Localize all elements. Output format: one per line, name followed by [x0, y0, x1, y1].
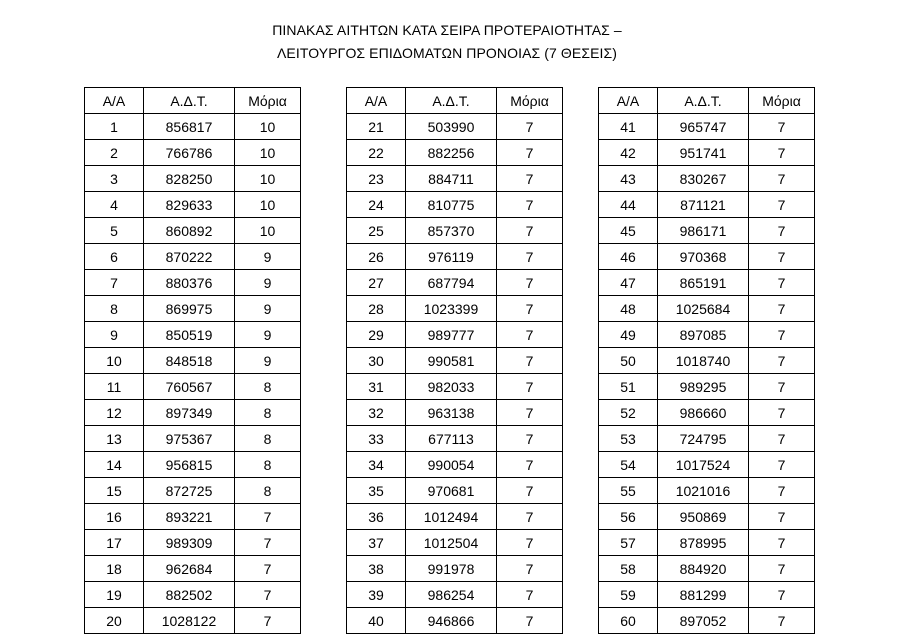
cell-moria: 7 — [497, 400, 563, 426]
table-row — [599, 140, 815, 166]
table-row — [599, 556, 815, 582]
cell-adt: 963138 — [406, 400, 497, 426]
cell-moria: 7 — [749, 374, 815, 400]
cell-aa: 24 — [347, 192, 406, 218]
cell-aa: 57 — [599, 530, 658, 556]
cell-aa: 19 — [85, 582, 144, 608]
cell-adt: 1018740 — [658, 348, 749, 374]
cell-moria: 7 — [497, 296, 563, 322]
cell-moria: 7 — [749, 478, 815, 504]
cell-adt: 946866 — [406, 608, 497, 634]
cell-moria: 7 — [497, 426, 563, 452]
cell-moria: 7 — [497, 218, 563, 244]
cell-aa: 28 — [347, 296, 406, 322]
cell-aa: 51 — [599, 374, 658, 400]
cell-moria: 7 — [235, 530, 301, 556]
table-row — [599, 166, 815, 192]
cell-adt: 856817 — [144, 114, 235, 140]
cell-moria: 7 — [497, 608, 563, 634]
cell-moria: 7 — [497, 504, 563, 530]
cell-aa: 16 — [85, 504, 144, 530]
cell-moria: 7 — [749, 166, 815, 192]
header-adt: Α.Δ.Τ. — [144, 88, 235, 114]
cell-moria: 7 — [749, 270, 815, 296]
cell-aa: 42 — [599, 140, 658, 166]
cell-moria: 9 — [235, 244, 301, 270]
header-moria: Μόρια — [749, 88, 815, 114]
cell-aa: 58 — [599, 556, 658, 582]
cell-adt: 1012494 — [406, 504, 497, 530]
cell-moria: 7 — [235, 556, 301, 582]
table-row — [599, 426, 815, 452]
cell-adt: 976119 — [406, 244, 497, 270]
table-row — [599, 322, 815, 348]
table-row — [85, 166, 301, 192]
cell-adt: 872725 — [144, 478, 235, 504]
cell-aa: 52 — [599, 400, 658, 426]
cell-adt: 951741 — [658, 140, 749, 166]
header-aa: Α/Α — [85, 88, 144, 114]
cell-aa: 15 — [85, 478, 144, 504]
cell-adt: 881299 — [658, 582, 749, 608]
table-row — [347, 140, 563, 166]
cell-moria: 7 — [749, 608, 815, 634]
cell-aa: 33 — [347, 426, 406, 452]
table-row — [347, 322, 563, 348]
cell-moria: 7 — [497, 244, 563, 270]
cell-aa: 31 — [347, 374, 406, 400]
cell-moria: 7 — [749, 504, 815, 530]
table-row — [85, 530, 301, 556]
header-adt: Α.Δ.Τ. — [406, 88, 497, 114]
cell-aa: 9 — [85, 322, 144, 348]
table-row — [85, 426, 301, 452]
cell-aa: 12 — [85, 400, 144, 426]
table-row — [599, 608, 815, 634]
cell-moria: 8 — [235, 452, 301, 478]
table-row — [347, 400, 563, 426]
table-row — [85, 114, 301, 140]
cell-moria: 7 — [497, 192, 563, 218]
cell-adt: 857370 — [406, 218, 497, 244]
table-row — [347, 530, 563, 556]
table-row — [599, 400, 815, 426]
table-row — [347, 556, 563, 582]
cell-adt: 766786 — [144, 140, 235, 166]
cell-moria: 7 — [749, 218, 815, 244]
cell-aa: 20 — [85, 608, 144, 634]
cell-adt: 884711 — [406, 166, 497, 192]
cell-moria: 7 — [497, 140, 563, 166]
cell-adt: 990581 — [406, 348, 497, 374]
cell-aa: 25 — [347, 218, 406, 244]
cell-adt: 882502 — [144, 582, 235, 608]
cell-aa: 36 — [347, 504, 406, 530]
cell-adt: 991978 — [406, 556, 497, 582]
cell-aa: 37 — [347, 530, 406, 556]
cell-aa: 13 — [85, 426, 144, 452]
cell-aa: 17 — [85, 530, 144, 556]
cell-adt: 989777 — [406, 322, 497, 348]
cell-moria: 7 — [749, 582, 815, 608]
table-row — [85, 374, 301, 400]
cell-adt: 1021016 — [658, 478, 749, 504]
table-row — [347, 244, 563, 270]
cell-aa: 49 — [599, 322, 658, 348]
cell-moria: 7 — [749, 452, 815, 478]
ranking-table-3 — [598, 87, 815, 634]
cell-adt: 880376 — [144, 270, 235, 296]
cell-adt: 882256 — [406, 140, 497, 166]
cell-aa: 18 — [85, 556, 144, 582]
cell-moria: 9 — [235, 348, 301, 374]
cell-aa: 38 — [347, 556, 406, 582]
cell-adt: 989295 — [658, 374, 749, 400]
cell-adt: 989309 — [144, 530, 235, 556]
table-row — [85, 452, 301, 478]
cell-adt: 982033 — [406, 374, 497, 400]
cell-aa: 60 — [599, 608, 658, 634]
cell-aa: 55 — [599, 478, 658, 504]
table-row — [599, 296, 815, 322]
cell-moria: 7 — [749, 322, 815, 348]
table-row — [85, 504, 301, 530]
cell-aa: 5 — [85, 218, 144, 244]
document-title-line-1: ΠΙΝΑΚΑΣ ΑΙΤΗΤΩΝ ΚΑΤΑ ΣΕΙΡΑ ΠΡΟΤΕΡΑΙΟΤΗΤΑΣ – — [272, 22, 622, 38]
cell-moria: 8 — [235, 426, 301, 452]
cell-aa: 22 — [347, 140, 406, 166]
cell-adt: 1025684 — [658, 296, 749, 322]
cell-aa: 29 — [347, 322, 406, 348]
cell-aa: 40 — [347, 608, 406, 634]
table-row — [85, 556, 301, 582]
cell-adt: 869975 — [144, 296, 235, 322]
cell-adt: 975367 — [144, 426, 235, 452]
cell-aa: 14 — [85, 452, 144, 478]
cell-adt: 986254 — [406, 582, 497, 608]
cell-adt: 503990 — [406, 114, 497, 140]
cell-moria: 10 — [235, 140, 301, 166]
cell-aa: 30 — [347, 348, 406, 374]
cell-moria: 7 — [497, 478, 563, 504]
cell-adt: 724795 — [658, 426, 749, 452]
cell-adt: 884920 — [658, 556, 749, 582]
cell-adt: 962684 — [144, 556, 235, 582]
cell-moria: 7 — [749, 348, 815, 374]
table-row — [85, 608, 301, 634]
cell-moria: 7 — [497, 556, 563, 582]
cell-moria: 7 — [235, 582, 301, 608]
cell-aa: 8 — [85, 296, 144, 322]
cell-aa: 2 — [85, 140, 144, 166]
header-adt: Α.Δ.Τ. — [658, 88, 749, 114]
table-row — [599, 504, 815, 530]
cell-aa: 3 — [85, 166, 144, 192]
cell-aa: 45 — [599, 218, 658, 244]
cell-moria: 10 — [235, 192, 301, 218]
cell-moria: 7 — [749, 244, 815, 270]
table-row — [599, 452, 815, 478]
cell-aa: 26 — [347, 244, 406, 270]
table-header-row — [347, 88, 563, 114]
cell-moria: 9 — [235, 296, 301, 322]
cell-moria: 7 — [497, 166, 563, 192]
cell-aa: 47 — [599, 270, 658, 296]
cell-aa: 7 — [85, 270, 144, 296]
cell-aa: 39 — [347, 582, 406, 608]
cell-adt: 830267 — [658, 166, 749, 192]
cell-aa: 53 — [599, 426, 658, 452]
table-row — [599, 192, 815, 218]
cell-moria: 7 — [749, 426, 815, 452]
cell-adt: 860892 — [144, 218, 235, 244]
table-row — [85, 192, 301, 218]
table-row — [347, 426, 563, 452]
cell-adt: 965747 — [658, 114, 749, 140]
header-moria: Μόρια — [497, 88, 563, 114]
table-row — [599, 348, 815, 374]
cell-aa: 35 — [347, 478, 406, 504]
cell-aa: 32 — [347, 400, 406, 426]
cell-moria: 7 — [497, 582, 563, 608]
cell-adt: 986171 — [658, 218, 749, 244]
cell-adt: 970681 — [406, 478, 497, 504]
cell-aa: 50 — [599, 348, 658, 374]
cell-moria: 7 — [235, 504, 301, 530]
header-moria: Μόρια — [235, 88, 301, 114]
cell-moria: 7 — [497, 348, 563, 374]
document-title-line-2: ΛΕΙΤΟΥΡΓΟΣ ΕΠΙΔΟΜΑΤΩΝ ΠΡΟΝΟΙΑΣ (7 ΘΕΣΕΙΣ) — [276, 45, 618, 61]
table-row — [347, 374, 563, 400]
cell-adt: 870222 — [144, 244, 235, 270]
cell-moria: 7 — [497, 270, 563, 296]
cell-aa: 6 — [85, 244, 144, 270]
cell-aa: 44 — [599, 192, 658, 218]
table-row — [347, 218, 563, 244]
table-row — [85, 582, 301, 608]
table-row — [599, 530, 815, 556]
cell-adt: 897052 — [658, 608, 749, 634]
cell-aa: 46 — [599, 244, 658, 270]
cell-adt: 878995 — [658, 530, 749, 556]
table-header-row — [599, 88, 815, 114]
table-row — [85, 322, 301, 348]
table-row — [85, 140, 301, 166]
table-row — [347, 114, 563, 140]
table-row — [347, 270, 563, 296]
cell-aa: 59 — [599, 582, 658, 608]
cell-adt: 970368 — [658, 244, 749, 270]
cell-moria: 7 — [749, 114, 815, 140]
cell-adt: 897085 — [658, 322, 749, 348]
cell-adt: 1023399 — [406, 296, 497, 322]
table-row — [347, 348, 563, 374]
cell-adt: 1012504 — [406, 530, 497, 556]
cell-aa: 48 — [599, 296, 658, 322]
table-row — [599, 218, 815, 244]
cell-adt: 865191 — [658, 270, 749, 296]
table-row — [347, 582, 563, 608]
table-row — [599, 114, 815, 140]
cell-aa: 41 — [599, 114, 658, 140]
table-row — [347, 478, 563, 504]
cell-adt: 893221 — [144, 504, 235, 530]
table-row — [85, 348, 301, 374]
cell-moria: 7 — [235, 608, 301, 634]
cell-moria: 7 — [749, 556, 815, 582]
cell-aa: 21 — [347, 114, 406, 140]
cell-adt: 990054 — [406, 452, 497, 478]
cell-moria: 7 — [749, 192, 815, 218]
table-row — [347, 608, 563, 634]
table-row — [347, 452, 563, 478]
cell-moria: 7 — [749, 140, 815, 166]
table-row — [347, 504, 563, 530]
table-row — [85, 478, 301, 504]
cell-aa: 34 — [347, 452, 406, 478]
cell-aa: 27 — [347, 270, 406, 296]
cell-moria: 8 — [235, 400, 301, 426]
table-row — [85, 296, 301, 322]
table-row — [85, 270, 301, 296]
cell-adt: 677113 — [406, 426, 497, 452]
cell-moria: 7 — [497, 114, 563, 140]
cell-adt: 871121 — [658, 192, 749, 218]
table-row — [599, 478, 815, 504]
table-row — [85, 218, 301, 244]
cell-aa: 23 — [347, 166, 406, 192]
cell-moria: 7 — [749, 296, 815, 322]
cell-adt: 956815 — [144, 452, 235, 478]
header-aa: Α/Α — [347, 88, 406, 114]
table-row — [599, 374, 815, 400]
cell-adt: 829633 — [144, 192, 235, 218]
table-row — [85, 400, 301, 426]
cell-adt: 1017524 — [658, 452, 749, 478]
cell-adt: 986660 — [658, 400, 749, 426]
cell-adt: 810775 — [406, 192, 497, 218]
cell-moria: 10 — [235, 166, 301, 192]
header-aa: Α/Α — [599, 88, 658, 114]
table-row — [347, 296, 563, 322]
cell-adt: 760567 — [144, 374, 235, 400]
cell-adt: 1028122 — [144, 608, 235, 634]
table-row — [347, 166, 563, 192]
cell-moria: 9 — [235, 322, 301, 348]
ranking-table-2 — [346, 87, 563, 634]
cell-adt: 850519 — [144, 322, 235, 348]
table-header-row — [85, 88, 301, 114]
table-row — [347, 192, 563, 218]
cell-moria: 8 — [235, 374, 301, 400]
cell-moria: 10 — [235, 114, 301, 140]
cell-aa: 56 — [599, 504, 658, 530]
cell-adt: 848518 — [144, 348, 235, 374]
cell-moria: 7 — [497, 374, 563, 400]
cell-moria: 7 — [497, 322, 563, 348]
cell-moria: 9 — [235, 270, 301, 296]
cell-adt: 828250 — [144, 166, 235, 192]
cell-aa: 43 — [599, 166, 658, 192]
cell-adt: 687794 — [406, 270, 497, 296]
table-row — [599, 582, 815, 608]
cell-moria: 7 — [749, 530, 815, 556]
cell-moria: 7 — [497, 452, 563, 478]
table-row — [599, 244, 815, 270]
cell-moria: 7 — [497, 530, 563, 556]
cell-moria: 8 — [235, 478, 301, 504]
cell-aa: 10 — [85, 348, 144, 374]
ranking-table-1 — [84, 87, 301, 634]
cell-adt: 950869 — [658, 504, 749, 530]
cell-adt: 897349 — [144, 400, 235, 426]
table-row — [85, 244, 301, 270]
table-row — [599, 270, 815, 296]
cell-aa: 1 — [85, 114, 144, 140]
cell-moria: 7 — [749, 400, 815, 426]
cell-moria: 10 — [235, 218, 301, 244]
cell-aa: 4 — [85, 192, 144, 218]
cell-aa: 11 — [85, 374, 144, 400]
cell-aa: 54 — [599, 452, 658, 478]
